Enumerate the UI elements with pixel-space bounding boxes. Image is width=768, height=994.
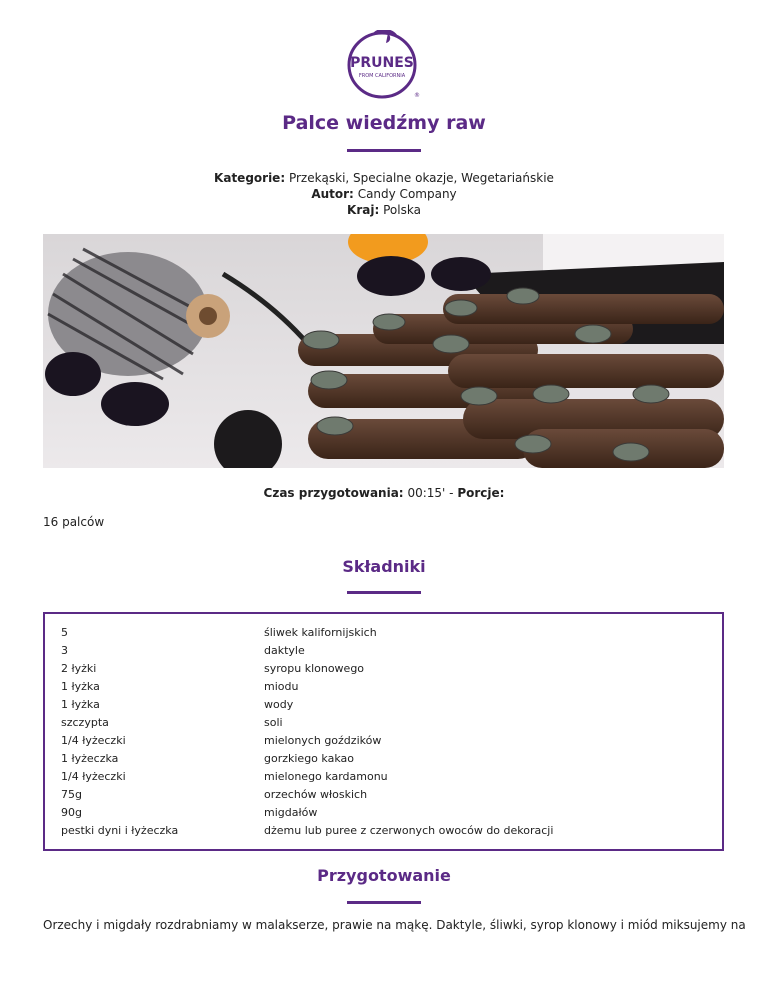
ingredient-name: mielonego kardamonu — [264, 770, 388, 783]
ingredient-row — [61, 696, 706, 714]
ingredient-name: miodu — [264, 680, 299, 693]
country-value: Polska — [383, 203, 421, 217]
ingredient-row — [61, 678, 706, 696]
ingredient-quantity: szczypta — [61, 716, 109, 729]
ingredient-row — [61, 642, 706, 660]
recipe-title: Palce wiedźmy raw — [282, 112, 486, 134]
country-line — [0, 202, 768, 218]
ingredient-row — [61, 804, 706, 822]
prep-time-value: 00:15' — [407, 486, 446, 500]
ingredient-name: daktyle — [264, 644, 305, 657]
ingredient-row — [61, 822, 706, 840]
ingredient-row — [61, 624, 706, 642]
ingredient-row — [61, 768, 706, 786]
categories-line — [0, 170, 768, 186]
ingredient-quantity: 75g — [61, 788, 82, 801]
svg-text:FROM CALIFORNIA: FROM CALIFORNIA — [358, 73, 406, 79]
ingredient-name: syropu klonowego — [264, 662, 365, 675]
categories-label: Kategorie: — [214, 171, 286, 185]
ingredient-quantity: 3 — [61, 644, 68, 657]
separator: - — [449, 486, 454, 500]
ingredients-heading: Składniki — [342, 557, 426, 576]
country-label: Kraj: — [347, 203, 380, 217]
recipe-photo — [43, 234, 724, 468]
ingredients-table — [43, 612, 724, 851]
ingredient-quantity: pestki dyni i łyżeczka — [61, 824, 179, 837]
svg-text:PRUNES: PRUNES — [350, 55, 414, 71]
ingredient-row — [61, 750, 706, 768]
preparation-text: Orzechy i migdały rozdrabniamy w malakserze, prawie na mąkę. Daktyle, śliwki, syrop klonowy i miód miksujemy na — [43, 918, 746, 932]
ingredient-row — [61, 786, 706, 804]
ingredient-name: dżemu lub puree z czerwonych owoców do dekoracji — [264, 824, 554, 837]
ingredient-quantity: 5 — [61, 626, 68, 639]
ingredient-name: orzechów włoskich — [264, 788, 368, 801]
title-divider — [347, 149, 421, 152]
preparation-heading: Przygotowanie — [317, 866, 451, 885]
author-line — [0, 186, 768, 202]
ingredient-row — [61, 660, 706, 678]
ingredient-name: mielonych goździków — [264, 734, 382, 747]
ingredient-name: śliwek kalifornijskich — [264, 626, 377, 639]
prep-time-label: Czas przygotowania: — [263, 486, 404, 500]
ingredients-divider — [347, 591, 421, 594]
author-label: Autor: — [311, 187, 354, 201]
servings-value: 16 palców — [43, 515, 105, 529]
author-value: Candy Company — [357, 187, 457, 201]
ingredient-quantity: 90g — [61, 806, 82, 819]
svg-text:®: ® — [414, 92, 420, 99]
preparation-divider — [347, 901, 421, 904]
ingredient-row — [61, 732, 706, 750]
ingredient-quantity: 1 łyżeczka — [61, 752, 119, 765]
ingredient-quantity: 2 łyżki — [61, 662, 97, 675]
ingredient-name: migdałów — [264, 806, 318, 819]
prep-time-line — [0, 486, 768, 500]
ingredient-quantity: 1 łyżka — [61, 680, 100, 693]
servings-label: Porcje: — [457, 486, 505, 500]
ingredient-quantity: 1/4 łyżeczki — [61, 734, 126, 747]
prunes-logo — [344, 30, 422, 100]
ingredient-quantity: 1 łyżka — [61, 698, 100, 711]
ingredient-name: gorzkiego kakao — [264, 752, 354, 765]
ingredient-row — [61, 714, 706, 732]
ingredient-name: soli — [264, 716, 283, 729]
ingredient-quantity: 1/4 łyżeczki — [61, 770, 126, 783]
categories-value: Przekąski, Specialne okazje, Wegetariańskie — [288, 171, 554, 185]
ingredient-name: wody — [264, 698, 294, 711]
